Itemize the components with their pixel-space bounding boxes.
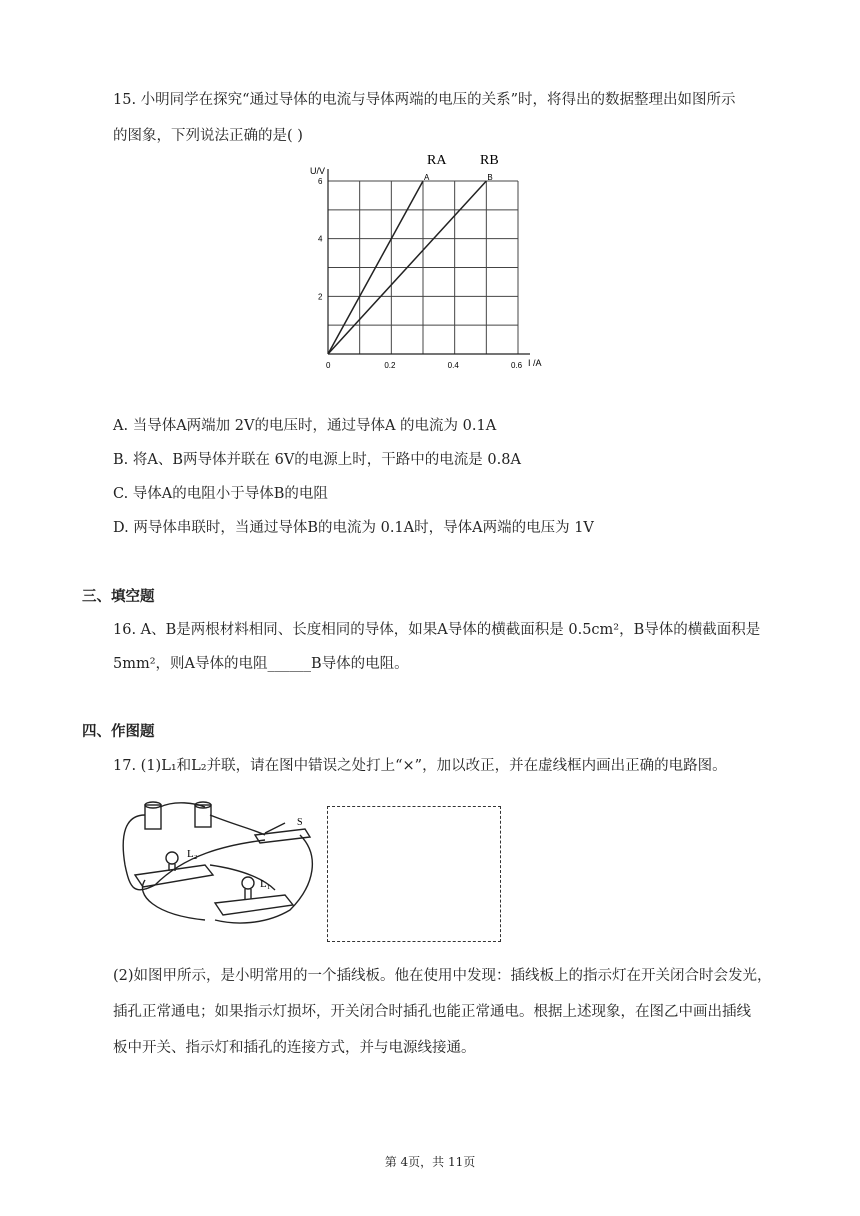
answer-dashed-box [327,806,501,942]
q17-part2-line1: (2)如图甲所示，是小明常用的一个插线板。他在使用中发现：插线板上的指示灯在开关闭合时会发光， [113,968,772,984]
q15-option-a: A. 当导体A两端加 2V的电压时，通过导体A 的电流为 0.1A [113,418,497,434]
rb-annotation: RB [480,153,499,168]
y-tick-label: 2 [318,292,323,302]
q17-part2-line3: 板中开关、指示灯和插孔的连接方式，并与电源线接通。 [113,1040,476,1056]
x-tick-label: 0.2 [384,361,396,370]
q15-chart [300,140,560,380]
label-s: S [297,817,303,828]
chart-series [328,173,493,354]
x-tick-label: 0 [326,361,331,370]
q16-line2: 5mm²，则A导体的电阻______B导体的电阻。 [113,656,409,672]
y-tick-label: 6 [318,177,323,186]
q16-line1: 16. A、B是两根材料相同、长度相同的导体，如果A导体的横截面积是 0.5cm²，B导体的横截面积是 [113,622,761,638]
y-axis-label: U/V [310,166,326,176]
q15-option-d: D. 两导体串联时，当通过导体B的电流为 0.1A时，导体A两端的电压为 1V [113,520,594,536]
q15-option-b: B. 将A、B两导体并联在 6V的电源上时，干路中的电流是 0.8A [113,452,521,468]
q17-line1: 17. (1)L₁和L₂并联，请在图中错误之处打上“×”，加以改正，并在虚线框内画出正确的电路图。 [113,758,727,774]
series-label-b: B [487,173,493,182]
ra-annotation: RA [427,153,447,168]
q15-option-c: C. 导体A的电阻小于导体B的电阻 [113,486,328,502]
label-l1: L₁ [260,878,271,890]
chart-grid [328,169,530,354]
q15-line1: 15. 小明同学在探究“通过导体的电流与导体两端的电压的关系”时，将得出的数据整理出如图所示 [113,92,736,108]
q17-part2-line2: 插孔正常通电；如果指示灯损坏，开关闭合时插孔也能正常通电。根据上述现象，在图乙中画出插线 [113,1004,751,1020]
circuit-illustration [115,795,330,930]
series-label-a: A [424,173,430,182]
page-footer: 第 4页，共 11页 [384,1155,476,1169]
x-tick-label: 0.4 [447,361,459,370]
section4-title: 四、作图题 [82,724,155,740]
label-l2: L₂ [187,848,198,860]
x-axis-label: I /A [528,358,542,368]
chart-ticks [318,177,523,370]
x-tick-label: 0.6 [511,361,523,370]
q15-line2: 的图象，下列说法正确的是( ) [113,128,303,144]
y-tick-label: 4 [318,234,323,244]
section3-title: 三、填空题 [82,589,155,605]
